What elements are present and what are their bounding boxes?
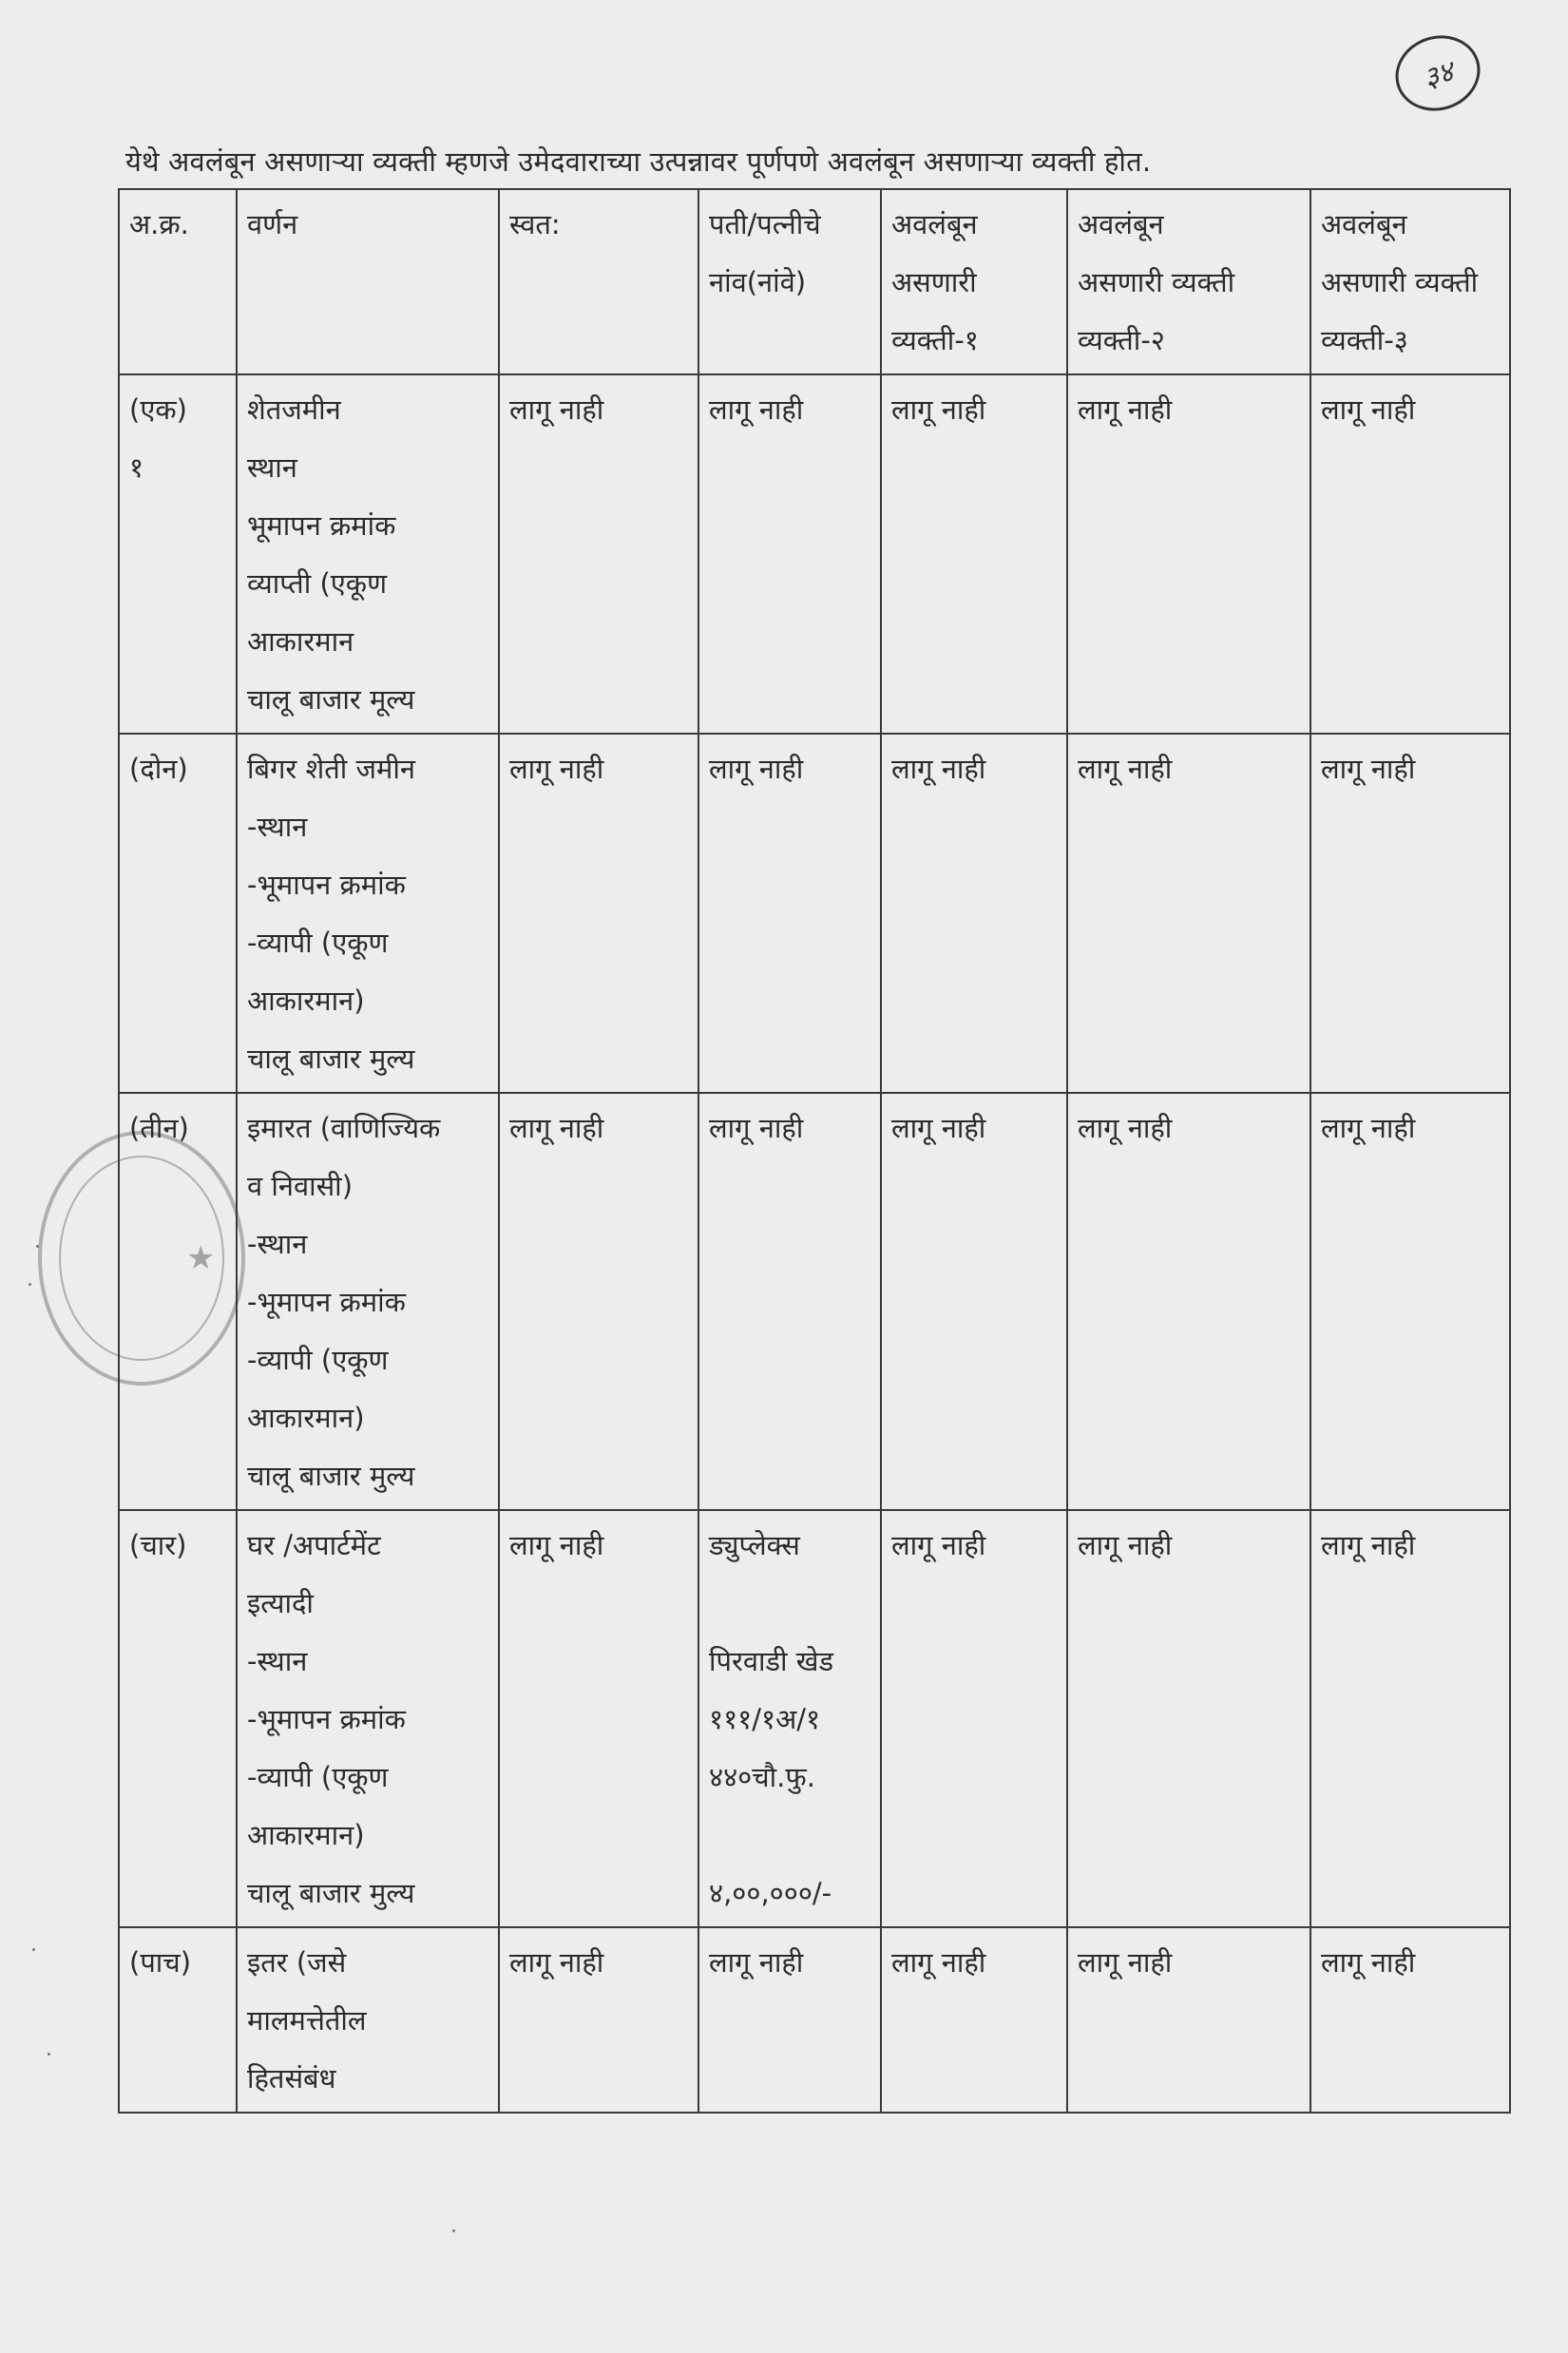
cell-text: लागू नाही <box>891 393 986 426</box>
cell-text: लागू नाही <box>709 1946 804 1979</box>
cell-text: व निवासी) <box>247 1170 354 1202</box>
dependent-1-cell <box>881 1927 1067 2113</box>
cell-text: लागू नाही <box>509 1946 604 1979</box>
cell-text: लागू नाही <box>891 1946 986 1979</box>
self-cell <box>499 734 698 1093</box>
cell-text: शेतजमीन <box>247 393 341 426</box>
cell-text: (तीन) <box>129 1112 189 1144</box>
header-text: पती/पत्नीचे <box>709 208 821 240</box>
table-header-row <box>119 189 1510 374</box>
spouse-cell <box>698 1093 881 1510</box>
header-text: व्यक्ती-२ <box>1078 324 1165 356</box>
header-dependent-2 <box>1067 189 1310 374</box>
cell-text: व्याप्ती (एकूण <box>247 567 388 600</box>
cell-text: इत्यादी <box>247 1587 314 1619</box>
cell-text: लागू नाही <box>1078 1946 1173 1979</box>
cell-text: लागू नाही <box>891 1112 986 1144</box>
cell-text: लागू नाही <box>509 1112 604 1144</box>
header-text: असणारी व्यक्ती <box>1078 266 1235 298</box>
cell-text: चालू बाजार मुल्य <box>247 1877 415 1909</box>
cell-text: आकारमान <box>247 625 354 658</box>
cell-text: ४४०चौ.फु. <box>709 1761 815 1793</box>
description-cell <box>237 1093 499 1510</box>
cell-text: आकारमान) <box>247 985 365 1017</box>
dependent-2-cell <box>1067 1927 1310 2113</box>
cell-text: इतर (जसे <box>247 1946 347 1979</box>
cell-text: चालू बाजार मुल्य <box>247 1043 415 1075</box>
cell-text: चालू बाजार मूल्य <box>247 683 415 716</box>
self-cell <box>499 1093 698 1510</box>
header-text: अवलंबून <box>1078 208 1164 240</box>
dependent-1-cell <box>881 1510 1067 1927</box>
intro-text: येथे अवलंबून असणाऱ्या व्यक्ती म्हणजे उमेदवाराच्या उत्पन्नावर पूर्णपणे अवलंबून असणाऱ्या व्यक्ती होत. <box>125 145 1152 178</box>
cell-text: लागू नाही <box>1321 1529 1416 1561</box>
cell-text: लागू नाही <box>509 753 604 785</box>
serial-cell <box>119 734 237 1093</box>
dependent-2-cell <box>1067 1093 1310 1510</box>
table-row <box>119 734 1510 1093</box>
self-cell <box>499 1510 698 1927</box>
cell-text: लागू नाही <box>709 1112 804 1144</box>
header-text: नांव(नांवे) <box>709 266 807 298</box>
header-description <box>237 189 499 374</box>
cell-text: घर /अपार्टमेंट <box>247 1529 381 1561</box>
header-spouse <box>698 189 881 374</box>
cell-text: ड्युप्लेक्स <box>709 1529 800 1561</box>
cell-text: लागू नाही <box>1078 1529 1173 1561</box>
official-seal: ★ <box>38 1131 245 1386</box>
description-cell <box>237 1510 499 1927</box>
self-cell <box>499 374 698 734</box>
assets-table <box>118 188 1511 2114</box>
cell-text: (चार) <box>129 1529 187 1561</box>
cell-text: १११/१अ/१ <box>709 1703 821 1735</box>
dependent-3-cell <box>1310 374 1510 734</box>
cell-text: लागू नाही <box>709 753 804 785</box>
cell-text: पिरवाडी खेड <box>709 1645 833 1677</box>
table-row <box>119 1927 1510 2113</box>
spouse-cell <box>698 1927 881 2113</box>
cell-text: -स्थान <box>247 811 308 843</box>
header-text: अ.क्र. <box>129 208 189 240</box>
cell-text: आकारमान) <box>247 1402 365 1434</box>
spouse-cell <box>698 374 881 734</box>
cell-text: -स्थान <box>247 1645 308 1677</box>
cell-text: (पाच) <box>129 1946 192 1979</box>
dependent-1-cell <box>881 1093 1067 1510</box>
header-text: अवलंबून <box>891 208 978 240</box>
header-self <box>499 189 698 374</box>
cell-text: -भूमापन क्रमांक <box>247 1286 406 1318</box>
header-text: व्यक्ती-३ <box>1321 324 1408 356</box>
cell-text: (दोन) <box>129 753 188 785</box>
cell-text: इमारत (वाणिज्यिक <box>247 1112 441 1144</box>
serial-cell <box>119 374 237 734</box>
table-row <box>119 374 1510 734</box>
cell-text: -स्थान <box>247 1228 308 1260</box>
cell-text: लागू नाही <box>1078 1112 1173 1144</box>
header-text: व्यक्ती-१ <box>891 324 979 356</box>
cell-text: लागू नाही <box>891 753 986 785</box>
cell-text: लागू नाही <box>1321 1112 1416 1144</box>
header-text: अवलंबून <box>1321 208 1407 240</box>
cell-text: -भूमापन क्रमांक <box>247 1703 406 1735</box>
serial-cell <box>119 1927 237 2113</box>
cell-text: आकारमान) <box>247 1819 365 1851</box>
cell-text: -व्यापी (एकूण <box>247 1761 389 1793</box>
header-text: स्वत: <box>509 208 561 240</box>
cell-text: १ <box>129 451 144 484</box>
cell-text <box>709 1575 870 1633</box>
page-number: ३४ <box>1386 25 1490 122</box>
cell-text: -भूमापन क्रमांक <box>247 869 406 901</box>
description-cell <box>237 1927 499 2113</box>
table-row <box>119 1510 1510 1927</box>
cell-text: -व्यापी (एकूण <box>247 927 389 959</box>
cell-text: हितसंबंध <box>247 2062 336 2095</box>
header-text: असणारी <box>891 266 977 298</box>
cell-text: लागू नाही <box>1078 753 1173 785</box>
serial-cell <box>119 1093 237 1510</box>
cell-text: (एक) <box>129 393 187 426</box>
cell-text: ४,००,०००/- <box>709 1877 832 1909</box>
header-dependent-3 <box>1310 189 1510 374</box>
cell-text: भूमापन क्रमांक <box>247 509 396 542</box>
cell-text: बिगर शेती जमीन <box>247 753 415 785</box>
dependent-3-cell <box>1310 1510 1510 1927</box>
cell-text: चालू बाजार मुल्य <box>247 1460 415 1492</box>
cell-text: मालमत्तेतील <box>247 2004 367 2037</box>
description-cell <box>237 734 499 1093</box>
header-dependent-1 <box>881 189 1067 374</box>
cell-text: लागू नाही <box>1321 393 1416 426</box>
cell-text: लागू नाही <box>891 1529 986 1561</box>
cell-text: -व्यापी (एकूण <box>247 1344 389 1376</box>
header-text: वर्णन <box>247 208 298 240</box>
spouse-cell <box>698 1510 881 1927</box>
dependent-3-cell <box>1310 734 1510 1093</box>
self-cell <box>499 1927 698 2113</box>
cell-text: लागू नाही <box>709 393 804 426</box>
cell-text: लागू नाही <box>509 1529 604 1561</box>
dependent-2-cell <box>1067 374 1310 734</box>
table-row <box>119 1093 1510 1510</box>
cell-text: लागू नाही <box>1321 753 1416 785</box>
cell-text: लागू नाही <box>509 393 604 426</box>
header-serial <box>119 189 237 374</box>
cell-text <box>709 1807 870 1865</box>
dependent-3-cell <box>1310 1093 1510 1510</box>
spouse-cell <box>698 734 881 1093</box>
dependent-2-cell <box>1067 1510 1310 1927</box>
cell-text: लागू नाही <box>1321 1946 1416 1979</box>
description-cell <box>237 374 499 734</box>
cell-text: लागू नाही <box>1078 393 1173 426</box>
dependent-3-cell <box>1310 1927 1510 2113</box>
dependent-1-cell <box>881 374 1067 734</box>
dependent-1-cell <box>881 734 1067 1093</box>
header-text: असणारी व्यक्ती <box>1321 266 1479 298</box>
cell-text: स्थान <box>247 451 297 484</box>
dependent-2-cell <box>1067 734 1310 1093</box>
serial-cell <box>119 1510 237 1927</box>
